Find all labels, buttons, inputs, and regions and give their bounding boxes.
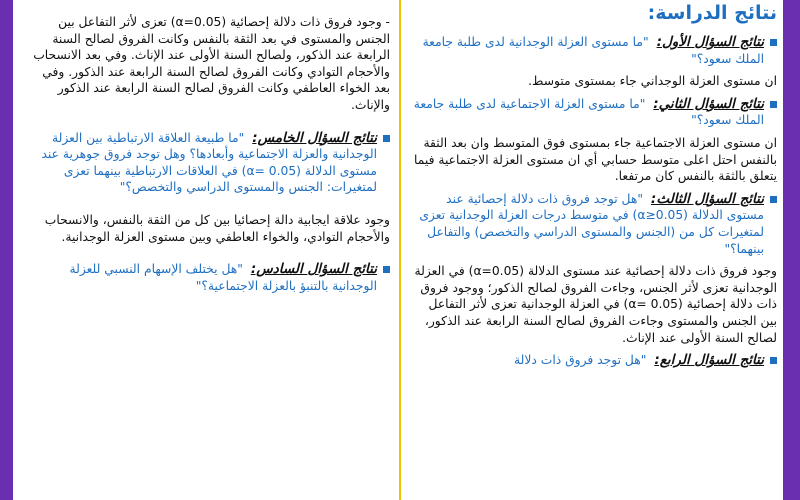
question-title: نتائج السؤال الخامس: bbox=[252, 129, 377, 146]
question-text: "هل يختلف الإسهام النسبي للعزلة الوجدانية بالتنبؤ بالعزلة الاجتماعية؟" bbox=[69, 262, 377, 293]
question-text: "هل توجد فروق ذات دلالة إحصائية عند مستوى الدلالة (α≥0.05) في متوسط درجات العزلة الوجدانية تعزى لمتغيرات كل من (الجنس والمستوى الدراسي والتخصص) والتفاعل بينهما؟" bbox=[419, 191, 764, 256]
question-text: "ما مستوى العزلة الوجدانية لدى طلبة جامعة الملك سعود؟" bbox=[422, 35, 764, 66]
question-title: نتائج السؤال الثاني: bbox=[653, 95, 764, 112]
answer-5: وجود علاقة ايجابية دالة إحصائيا بين كل من الثقة بالنفس، والانسحاب والأحجام التوادي، والخواء العاطفي وبين مستوى العزلة الوجدانية. bbox=[44, 212, 390, 244]
right-column bbox=[410, 0, 777, 500]
answer-3: وجود فروق ذات دلالة إحصائية عند مستوى الدلالة (α=0.05) في العزلة الوجدانية تعزى لأثر الجنس، وجاءت الفروق لصالح الذكور؛ ووجود فروق ذات دلالة إحصائية (α= 0.05) في العزلة الوجدانية تعزى لأثر التفاعل بين الجنس والمستوى وجاءت الفروق لصالح السنة الرابعة عند الذكور، لصالح السنة الأولى عند الإناث. bbox=[414, 264, 777, 345]
bullet-icon bbox=[383, 266, 390, 273]
question-text: "ما طبيعة العلاقة الارتباطية بين العزلة الوجدانية والعزلة الاجتماعية وأبعادها؟ وهل توجد فروق جوهرية عند مستوى الدلالة (α= 0.05) في العلاقات الارتباطية بينهما تعزى لمتغيرات: الجنس والمستوى الدراسي والتخصص؟" bbox=[41, 130, 377, 195]
question-title: نتائج السؤال الرابع: bbox=[654, 352, 764, 369]
right-border bbox=[783, 0, 800, 500]
question-6 bbox=[26, 261, 390, 294]
bullet-icon bbox=[770, 357, 777, 364]
continuation-paragraph: - وجود فروق ذات دلالة إحصائية (α=0.05) تعزى لأثر التفاعل بين الجنس والمستوى في بعد الثقة بالنفس وكانت الفروق لصالح السنة الرابعة عند الذكور، ولصالح السنة الأولى عند الإناث. وفي بعد الانسحاب والأحجام التوادي وكانت الفروق لصالح السنة الرابعة عند الذكور. وفي بعد الخواء العاطفي وكانت الفروق لصالح السنة الرابعة عند الذكور والإناث. bbox=[33, 15, 390, 112]
question-5 bbox=[26, 130, 390, 196]
question-2 bbox=[410, 96, 777, 129]
question-4 bbox=[410, 352, 777, 369]
answer-1: ان مستوى العزلة الوجداني جاء بمستوى متوسط. bbox=[528, 74, 777, 89]
question-title: نتائج السؤال الثالث: bbox=[650, 190, 764, 207]
question-text: "ما مستوى العزلة الاجتماعية لدى طلبة جامعة الملك سعود؟" bbox=[413, 96, 764, 128]
question-text: "هل توجد فروق ذات دلالة bbox=[514, 353, 647, 368]
bullet-icon bbox=[383, 135, 390, 142]
bullet-icon bbox=[770, 196, 777, 203]
bullet-icon bbox=[770, 101, 777, 108]
answer-2: ان مستوى العزلة الاجتماعية جاء بمستوى فوق المتوسط وان بعد الثقة بالنفس احتل اعلى متوسط حسابي أي ان مستوى العزلة الاجتماعية فيما يتعلق بالثقة بالنفس كان مرتفعا. bbox=[414, 135, 777, 184]
section-heading: نتائج الدراسة: bbox=[647, 2, 777, 24]
question-1 bbox=[410, 34, 777, 67]
question-title: نتائج السؤال الأول: bbox=[656, 34, 764, 50]
question-title: نتائج السؤال السادس: bbox=[250, 261, 377, 278]
left-column bbox=[26, 0, 390, 500]
bullet-icon bbox=[770, 39, 777, 46]
question-3 bbox=[410, 191, 777, 257]
left-border bbox=[0, 0, 13, 500]
column-divider bbox=[399, 0, 401, 500]
